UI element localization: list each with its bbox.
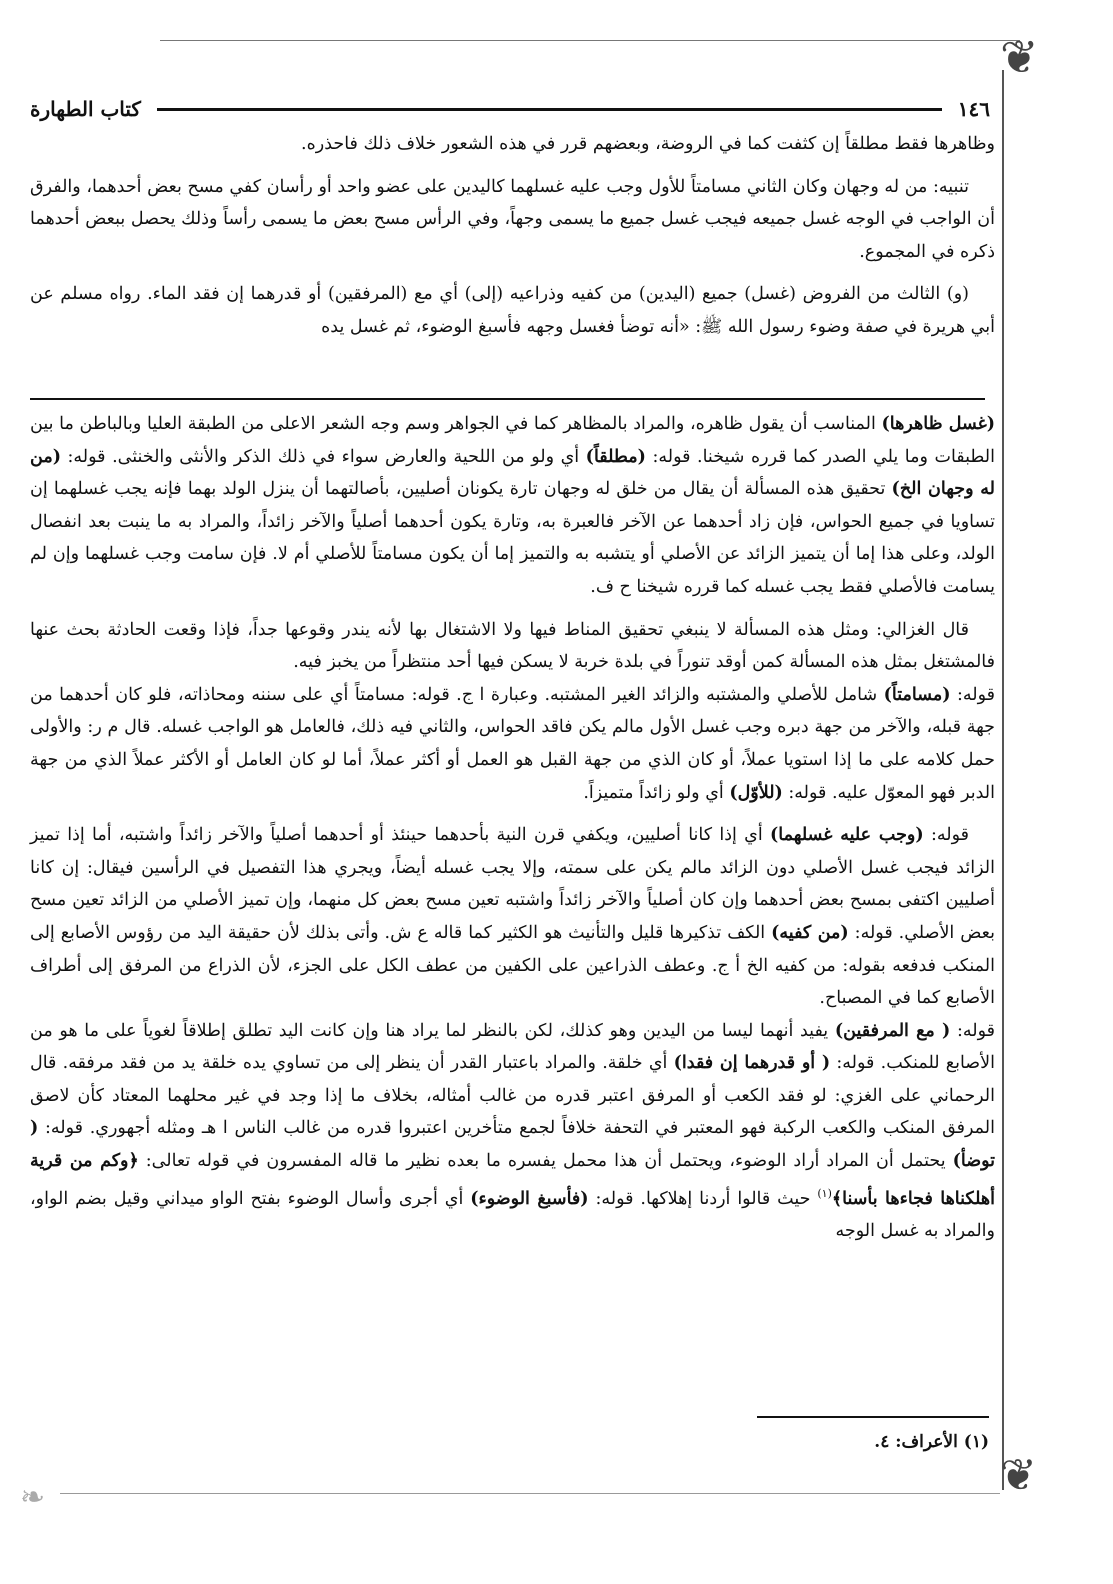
text-run: يحتمل أن المراد أراد الوضوء، ويحتمل أن هذا محمل يفسره ما بعده نظير ما قاله المفسرون في قوله تعالى: (138, 1151, 953, 1172)
keyword: (فأسبغ الوضوء) (470, 1188, 589, 1209)
text-run: الكف تذكيرها قليل والتأنيث هو الكثير كما قاله ع ش. وأتى بذلك لأن حقيقة اليد من رؤوس الأصابع إلى المنكب فدفعه بقوله: من كفيه الخ أ ج. وعطف الذراعين على الكفين من عطف الكل على الجزء، لأن الذراع من المرفق إلى أطراف الأصابع كما في المصباح. (30, 922, 995, 1009)
text-run: أي ولو زائداً متميزاً. (583, 782, 730, 803)
text-run: قوله: (950, 684, 995, 705)
commentary-text (30, 408, 995, 1248)
text-run: قال الغزالي: ومثل هذه المسألة لا ينبغي تحقيق المناط فيها ولا الاشتغال بها لأنه يندر وقوعها جداً، فإذا وقعت الحادثة بحث عنها فالمشتغل بمثل هذه المسألة كمن أوقد تنوراً في بلدة خربة لا يسكن فيها أحد منتظراً من يخبز فيه. (30, 619, 995, 673)
keyword: ( مع المرفقين) (834, 1020, 951, 1041)
keyword: ( توضأ) (30, 1118, 995, 1172)
main-paragraph-1: وظاهرها فقط مطلقاً إن كثفت كما في الروضة، وبعضهم قرر في هذه الشعور خلاف ذلك فاحذره. (301, 134, 995, 154)
commentary-paragraph-2b (30, 679, 995, 809)
corner-ornament-bottom-right: ❦ (1000, 1450, 1037, 1501)
main-commentary-separator (30, 398, 985, 400)
text-run: حيث قالوا أردنا إهلاكها. قوله: (588, 1188, 818, 1209)
book-title: كتاب الطهارة (30, 97, 141, 121)
footnote-rule (757, 1416, 989, 1418)
text-run: أي خلقة. والمراد باعتبار القدر أن ينظر إلى من تساوي يده خلقة يد من فقد مرفقه. قال الرحماني على الغزي: لو فقد الكعب أو المرفق اعتبر قدره من غالب أمثاله، بخلاف ما إذا وجد في غير محلهما المعتاد كأن لاصق المرفق المنكب والكعب الركبة فهو المعتبر في التحفة خلافاً لجمع متأخرين اعتبروا قدره من غالب الناس ا هـ ومثله أجهوري. قوله: (30, 1053, 995, 1139)
text-run: تحقيق هذه المسألة أن يقال من خلق له وجهان تارة يكونان أصليين، بأصالتهما أن ينزل الولد بهما فإنه يجب غسلهما إن تساويا في جميع الحواس، فإن زاد أحدهما عن الآخر فالعبرة به، وتارة يكون أحدهما أصلياً والآخر زائداً، والمراد به ما ينبت بعد انفصال الولد، وعلى هذا إما أن يتميز الزائد عن الأصلي أو يتشبه به والتميز إما أن يكون مسامتاً للأصلي أم لا. فإن سامت وجب غسلهما وإن لم يسامت فالأصلي فقط يجب غسله كما قرره شيخنا ح ف. (30, 479, 995, 597)
main-paragraph-3: (و) الثالث من الفروض (غسل) جميع (اليدين) من كفيه وذراعيه (إلى) أي مع (المرفقين) أو قدرهما إن فقد الماء. رواه مسلم عن أبي هريرة في صفة وضوء رسول الله ﷺ: «أنه توضأ فغسل وجهه فأسبغ الوضوء، ثم غسل يده (30, 284, 995, 337)
keyword: (من كفيه) (771, 922, 849, 943)
keyword: (وجب عليه غسلهما) (770, 825, 924, 846)
page-header (30, 92, 990, 126)
text-run: أي أجرى وأسال الوضوء بفتح الواو ميداني وقيل بضم الواو، والمراد به غسل الوجه (30, 1188, 995, 1242)
text-run: المناسب أن يقول ظاهره، والمراد بالمظاهر كما في الجواهر وسم وجه الشعر الاعلى من الطبقة العليا وبالباطن ما بين الطبقات وما يلي الصدر كما قرره شيخنا. قوله: (30, 414, 995, 467)
frame-right-line (1002, 70, 1004, 1490)
keyword: (للأوّل) (729, 782, 783, 803)
text-run: شامل للأصلي والمشتبه والزائد الغير المشتبه. وعبارة ا ج. قوله: مسامتاً أي على سننه ومحاذاته، فلو كان أحدهما من جهة قبله، والآخر من جهة دبره وجب غسل الأول مالم يكن فاقد الحواس، والثاني فيه ذلك، فالعامل هو الواجب غسله. قال م ر: والأولى حمل كلامه على ما إذا استويا عملاً، أو كان الذي من جهة القبل هو العمل أو أكثر عملاً، أما لو كان العامل أو الأكثر عملاً الذي من جهة الدبر فهو المعوّل عليه. قوله: (30, 684, 995, 803)
text-run: قوله: (950, 1020, 995, 1041)
main-paragraph-2: تنبيه: من له وجهان وكان الثاني مسامتاً للأول وجب عليه غسلهما كاليدين على عضو واحد أو رأسان كفي مسح بعض أحدهما، والفرق أن الواجب في الوجه غسل جميعه فيجب غسل جميع ما يسمى وجهاً، وفي الرأس مسح بعض ما يسمى رأساً وذلك يحصل ببعض أحدهما ذكره في المجموع. (30, 176, 995, 262)
keyword: (غسل ظاهرها) (881, 414, 995, 434)
corner-ornament-top-right: ❦ (1000, 30, 1039, 84)
keyword: ( أو قدرهما إن فقدا) (673, 1053, 831, 1074)
frame-bottom-line (60, 1493, 1000, 1494)
footnote-text: الأعراف: ٤. (874, 1432, 964, 1452)
header-rule (157, 108, 942, 111)
corner-ornament-bottom-left: ❧ (20, 1480, 46, 1515)
text-run: قوله: (923, 825, 969, 846)
frame-top-line (160, 40, 1020, 41)
text-run: أي إذا كانا أصليين، ويكفي قرن النية بأحدهما حينئذ أو أحدهما أصلياً والآخر زائداً واشتبه، أما إذا تميز الزائد فيجب غسل الأصلي دون الزائد مالم يكن على سمته، وإلا يجب غسله أيضاً، ويجري هذا التفصيل في الرأسين فيقال: إن كانا أصليين اكتفى بمسح بعض أحدهما وإن كان أصلياً والآخر زائداً واشتبه تعين مسح بعض كل منهما، وإن تميز الأصلي من الزائد تعين مسح بعض الأصلي. قوله: (30, 825, 995, 943)
keyword: (مسامتاً) (883, 684, 951, 705)
text-run: يفيد أنهما ليسا من اليدين وهو كذلك، لكن بالنظر لما يراد هنا وإن كانت اليد تطلق إطلاقاً لغوياً على ما هو من الأصابع للمنكب. قوله: (30, 1020, 996, 1074)
keyword: (مطلقاً) (585, 446, 646, 467)
commentary-paragraph-1 (30, 408, 995, 604)
footnote (874, 1432, 989, 1452)
commentary-paragraph-2 (30, 614, 995, 679)
page-number: ١٤٦ (957, 97, 990, 121)
keyword: (من له وجهان الخ) (30, 446, 995, 500)
main-text (30, 128, 995, 344)
commentary-paragraph-3 (30, 819, 995, 1015)
commentary-paragraph-3b (30, 1015, 995, 1248)
footnote-ref: (١) (817, 1186, 832, 1200)
quran-quote: ﴿وكم من قرية أهلكناها فجاءها بأسنا﴾ (30, 1151, 995, 1209)
text-run: أي ولو من اللحية والعارض سواء في ذلك الذكر والأنثى والخنثى. قوله: (60, 446, 586, 467)
footnote-marker: (١) (963, 1432, 989, 1452)
